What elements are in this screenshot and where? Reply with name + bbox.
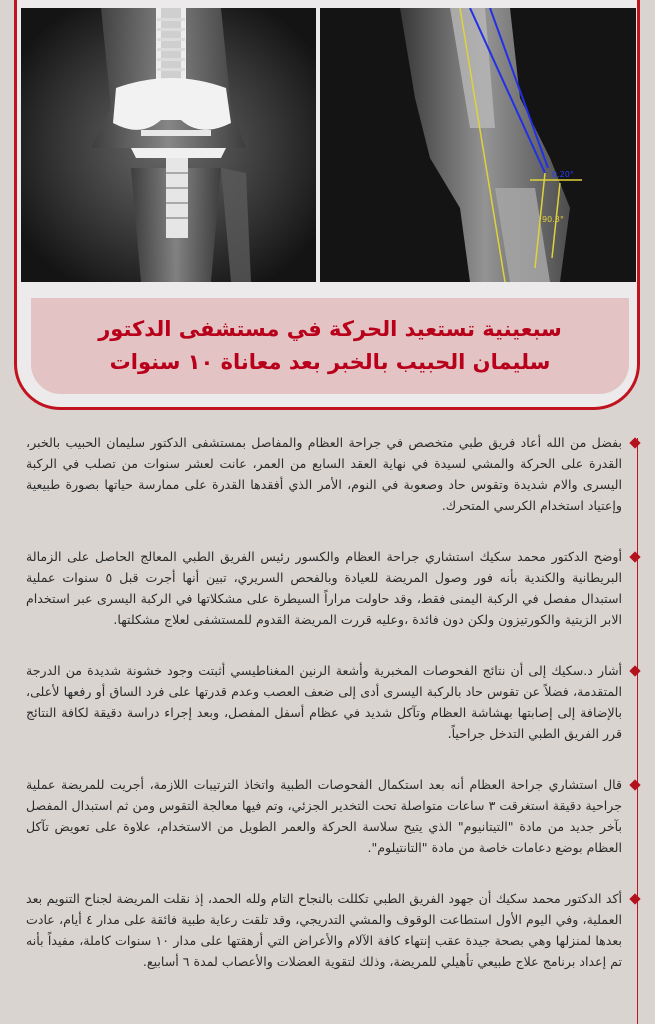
- angle-label-2: 90.3°: [542, 215, 564, 224]
- headline-line-2: سليمان الحبيب بالخبر بعد معاناة ١٠ سنوات: [109, 350, 551, 374]
- knee-side-xray-graphic: [320, 8, 636, 282]
- paragraph-5: [26, 888, 622, 972]
- paragraph-3: [26, 660, 622, 744]
- headline-box: [31, 298, 629, 394]
- bullet-icon: [629, 551, 640, 562]
- paragraph-text: قال استشاري جراحة العظام أنه بعد استكمال الفحوصات الطبية واتخاذ الترتيبات اللازمة، أجريت للمريضة عملية جراحية دقيقة استغرقت ٣ ساعات متواصلة تحت التخدير الجزئي، وتم فيها معالجة التقوس ومن ثم استبدال المفصل بآخر جديد من مادة "التيتانيوم" الذي يتيح سلاسة الحركة والعمر الطويل من الاستخدام، علاوة على تعويض تآكل العظام بوضع دعامات خاصة من مادة "التانتيلوم".: [26, 777, 622, 855]
- paragraph-2: [26, 546, 622, 630]
- bullet-icon: [629, 437, 640, 448]
- knee-implant-front-xray-graphic: [21, 8, 316, 282]
- angle-label-1: 0.20°: [552, 170, 574, 179]
- bullet-icon: [629, 893, 640, 904]
- paragraph-text: أكد الدكتور محمد سكيك أن جهود الفريق الطبي تكللت بالنجاح التام ولله الحمد، إذ نقلت المريضة لجناح التنويم بعد العملية، وفي اليوم الأول استطاعت الوقوف والمشي التدريجي، وقد تلقت رعاية طبية فائقة على مدار ٤ أيام، عادت بعدها لمنزلها وهي بصحة جيدة عقب إنتهاء كافة الآلام والأعراض التي أرهقتها على مدار ١٠ سنوات كاملة، مفيداً بأنه تم إعداد برنامج علاج طبيعي تأهيلي للمريضة، وذلك لتقوية العضلات والأعصاب لمدة ٦ أسابيع.: [26, 891, 622, 969]
- article-header-card: [14, 0, 640, 410]
- headline-line-1: سبعينية تستعيد الحركة في مستشفى الدكتور: [98, 317, 562, 341]
- paragraph-1: [26, 432, 622, 516]
- paragraph-text: أشار د.سكيك إلى أن نتائج الفحوصات المخبرية وأشعة الرنين المغناطيسي أثبتت وجود خشونة شديدة من الدرجة المتقدمة، فضلاً عن تقوس حاد بالركبة اليسرى أدى إلى ضعف العصب وعدم قدرتها على فرد الساق أو رفعها لأعلى، بالإضافة إلى إصابتها بهشاشة العظام وتآكل شديد في عظام أسفل المفصل، وبعد إجراء دراسة دقيقة لكافة النتائج قرر الفريق الطبي التدخل جراحياً.: [26, 663, 622, 741]
- paragraph-text: بفضل من الله أعاد فريق طبي متخصص في جراحة العظام والمفاصل بمستشفى الدكتور سليمان الحبيب بالخبر، القدرة على الحركة والمشي لسيدة في نهاية العقد السابع من العمر، عانت لعشر سنوات من تصلب في الركبة اليسرى والام شديدة وتقوس حاد وصعوبة في النوم، الأمر الذي أفقدها القدرة على ممارسة حياتها بصورة طبيعية وإعتياد استخدام الكرسي المتحرك.: [26, 435, 622, 513]
- front-xray-image: [21, 8, 316, 282]
- bullet-icon: [629, 779, 640, 790]
- side-xray-image: [320, 8, 636, 282]
- paragraph-text: أوضح الدكتور محمد سكيك استشاري جراحة العظام والكسور رئيس الفريق الطبي المعالج الحاصل على الزمالة البريطانية والكندية بأنه فور وصول المريضة للعيادة وبالفحص السريري، تبين أنها أجرت قبل ٥ سنوات عملية استبدال مفصل في الركبة اليمنى فقط، وقد حاولت مراراً السيطرة على مشكلاتها في الركبة اليسرى عبر استخدام الابر الزيتية والكورتيزون ولكن دون فائدة ،وعليه قررت المريضة القدوم للمستشفى لعلاج مشكلتها.: [26, 549, 622, 627]
- bullet-icon: [629, 665, 640, 676]
- paragraph-4: [26, 774, 622, 858]
- article-body: [0, 432, 655, 1002]
